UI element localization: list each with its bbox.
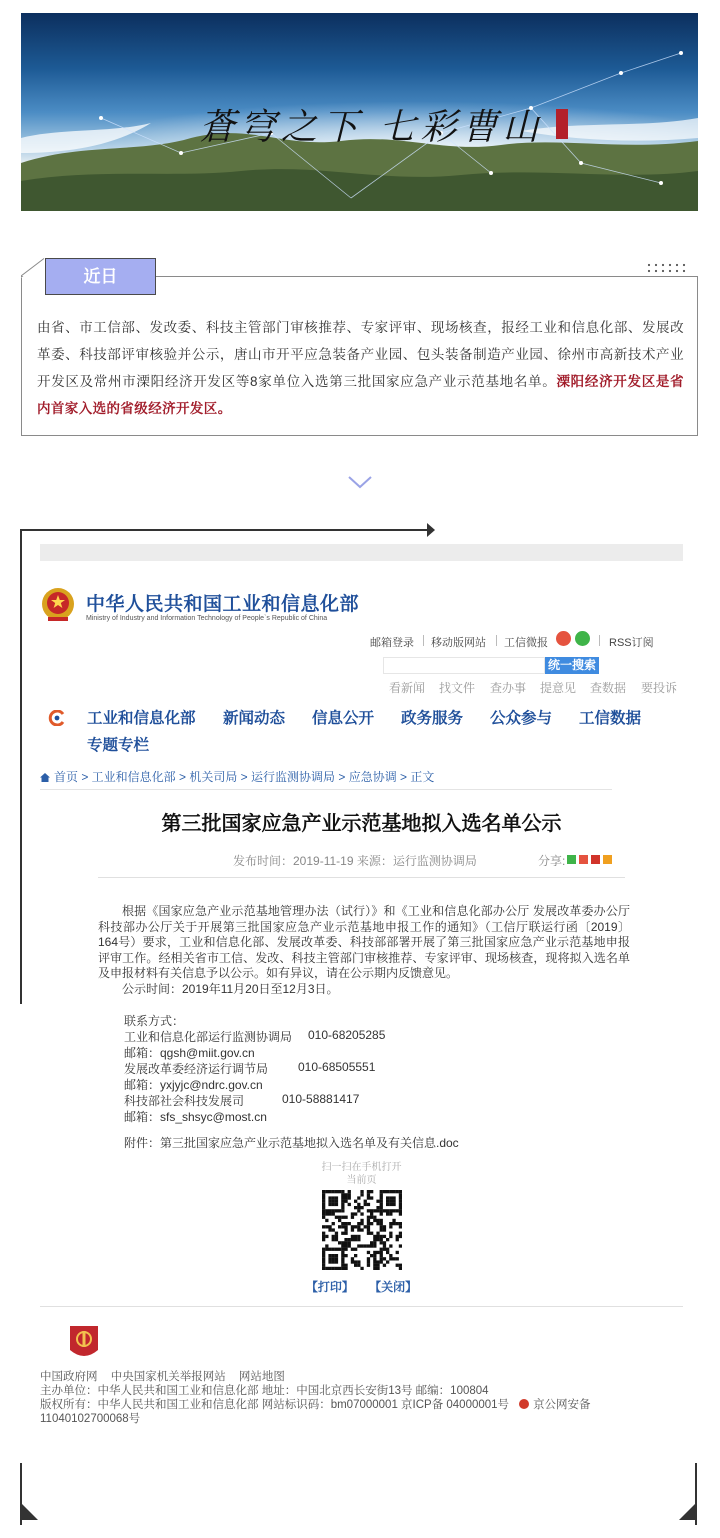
article-actions <box>40 1278 683 1295</box>
frame-line-right-bottom <box>695 1463 697 1525</box>
home-icon <box>40 773 50 782</box>
mail-login-link[interactable]: 邮箱登录 <box>370 637 414 649</box>
attachment-link[interactable]: 附件：第三批国家应急产业示范基地拟入选名单及有关信息.doc <box>124 1136 459 1150</box>
footer-host: 主办单位：中华人民共和国工业和信息化部 地址：中国北京西长安街13号 邮编：100804 <box>40 1385 489 1397</box>
contact-line <box>124 1108 267 1125</box>
article-meta: 发布时间：2019-11-19 来源：运行监测协调局 <box>233 854 477 868</box>
contact-phone: 010-68505551 <box>298 1060 376 1074</box>
close-button[interactable]: 【关闭】 <box>369 1280 418 1294</box>
print-button[interactable]: 【打印】 <box>305 1280 354 1294</box>
share-more-icon[interactable] <box>603 855 612 864</box>
divider <box>40 1306 683 1307</box>
mobile-site-link[interactable]: 移动版网站 <box>431 637 486 649</box>
contact-phone: 010-58881417 <box>282 1092 360 1106</box>
rss-link[interactable]: RSS订阅 <box>609 637 654 649</box>
contact-label: 发展改革委经济运行调节局 <box>124 1062 269 1076</box>
contact-line <box>124 1044 255 1061</box>
contact-email[interactable]: 邮箱：sfs_shsyc@most.cn <box>124 1110 267 1124</box>
footer-copyright-text: 版权所有：中华人民共和国工业和信息化部 网站标识码：bm07000001 京ICP备 04000001号 <box>40 1399 510 1411</box>
quick-link-docs[interactable]: 找文件 <box>439 681 476 695</box>
quick-link-data[interactable]: 查数据 <box>590 681 627 695</box>
top-bar <box>40 544 683 561</box>
share-qzone-icon[interactable] <box>591 855 600 864</box>
breadcrumb[interactable] <box>40 768 434 785</box>
intro-body: 由省、市工信部、发改委、科技主管部门审核推荐、专家评审、现场核查，报经工业和信息化部、发展改革委、科技部评审核验并公示，唐山市开平应急装备产业园、包头装备制造产业园、徐州市高新技术产业开发区及常州市溧阳经济开发区等8家单位入选第三批国家应急产业示范基地名单。 <box>37 320 684 389</box>
scan-hint <box>40 1161 683 1187</box>
footer-link-gov[interactable]: 中国政府网 <box>40 1371 98 1383</box>
chevron-down-icon <box>347 474 373 490</box>
contact-email[interactable]: 邮箱：qgsh@miit.gov.cn <box>124 1046 255 1060</box>
separator <box>496 635 497 646</box>
nav-services[interactable]: 政务服务 <box>401 710 464 727</box>
nav-info-disclosure[interactable]: 信息公开 <box>312 710 375 727</box>
footer-police[interactable]: 京公网安备 <box>533 1399 591 1411</box>
contact-label: 科技部社会科技发展司 <box>124 1094 245 1108</box>
corner-triangle-icon <box>677 1504 695 1522</box>
corner-decoration <box>21 258 47 278</box>
contact-phone: 010-68205285 <box>308 1028 386 1042</box>
footer-links <box>40 1370 295 1384</box>
frame-line-top <box>20 529 430 531</box>
wechat-icon[interactable] <box>575 631 590 646</box>
qr-code <box>322 1190 402 1270</box>
corner-triangle-icon <box>22 1504 40 1522</box>
divider <box>98 877 625 878</box>
police-badge-icon <box>519 1399 529 1409</box>
share-wechat-icon[interactable] <box>567 855 576 864</box>
breadcrumb-text[interactable]: 首页 > 工业和信息化部 > 机关司局 > 运行监测协调局 > 应急协调 > 正文 <box>54 770 435 784</box>
ministry-name: 中华人民共和国工业和信息化部 <box>86 594 360 615</box>
article-paragraph: 根据《国家应急产业示范基地管理办法（试行）》和《工业和信息化部办公厅 发展改革委办公厅 科技部办公厅关于开展第三批国家应急产业示范基地申报工作的通知》（工信厅联运行函〔2019〕164号）要求，工业和信息化部、发展改革委、科技部部署开展了第三批国家应急产业示范基地申报评审工作。经相关省市工信、发改、科技主管部门审核推荐、专家评审、现场核查，现将拟入选名单及申报材料有关信息予以公示。如有异议，请在公示期内反馈意见。 <box>98 904 630 981</box>
frame-arrow-icon <box>427 523 435 537</box>
national-emblem-icon <box>40 586 76 624</box>
quick-link-services[interactable]: 查办事 <box>490 681 527 695</box>
nav-data[interactable]: 工信数据 <box>579 710 642 727</box>
site-logo-icon <box>48 710 66 726</box>
contact-label: 工业和信息化部运行监测协调局 <box>124 1030 293 1044</box>
nav-news[interactable]: 新闻动态 <box>223 710 286 727</box>
contact-line <box>124 1028 386 1045</box>
dots-decoration <box>646 262 690 276</box>
scan-hint-line1: 扫一扫在手机打开 <box>321 1162 402 1173</box>
search-button[interactable]: 统一搜索 <box>545 657 599 674</box>
share-label: 分享: <box>538 854 566 868</box>
quick-link-feedback[interactable]: 提意见 <box>540 681 577 695</box>
nav-participation[interactable]: 公众参与 <box>490 710 553 727</box>
contact-line <box>124 1060 376 1077</box>
quick-link-news[interactable]: 看新闻 <box>389 681 426 695</box>
scan-hint-line2: 当前页 <box>346 1175 377 1186</box>
article-body <box>98 904 630 998</box>
contact-line <box>124 1092 360 1109</box>
intro-tag: 近日 <box>45 258 156 295</box>
party-emblem-icon <box>68 1324 100 1362</box>
divider <box>40 789 612 790</box>
footer-link-report[interactable]: 中央国家机关举报网站 <box>110 1371 226 1383</box>
ministry-webpage <box>40 544 683 1434</box>
search-input[interactable] <box>383 657 545 674</box>
frame-line-left <box>20 529 22 1004</box>
ministry-name-en: Ministry of Industry and Information Technology of People`s Republic of China <box>86 615 328 622</box>
separator <box>599 635 600 646</box>
banner-title: 蒼穹之下 七彩曹山 <box>199 107 544 148</box>
footer-link-sitemap[interactable]: 网站地图 <box>238 1371 285 1383</box>
banner-image <box>21 13 698 211</box>
separator <box>423 635 424 646</box>
article-period: 公示时间：2019年11月20日至12月3日。 <box>122 981 339 996</box>
footer-police-no: 11040102700068号 <box>40 1413 141 1425</box>
weibo-icon[interactable] <box>556 631 571 646</box>
nav-miit[interactable]: 工业和信息化部 <box>87 710 196 727</box>
quick-link-complaint[interactable]: 要投诉 <box>641 681 678 695</box>
footer-copyright <box>40 1398 601 1412</box>
share-weibo-icon[interactable] <box>579 855 588 864</box>
contact-title: 联系方式： <box>124 1014 185 1028</box>
seal-stamp <box>556 109 568 139</box>
intro-text <box>37 314 684 422</box>
contact-line <box>124 1076 263 1093</box>
weibo-link[interactable]: 工信微报 <box>504 637 548 649</box>
intro-highlight: 溧阳经济开发区是省内首家入选的省级经济开发区。 <box>37 374 684 416</box>
article-title: 第三批国家应急产业示范基地拟入选名单公示 <box>161 813 562 835</box>
contact-email[interactable]: 邮箱：yxjyjc@ndrc.gov.cn <box>124 1078 263 1092</box>
nav-special[interactable]: 专题专栏 <box>87 737 150 754</box>
